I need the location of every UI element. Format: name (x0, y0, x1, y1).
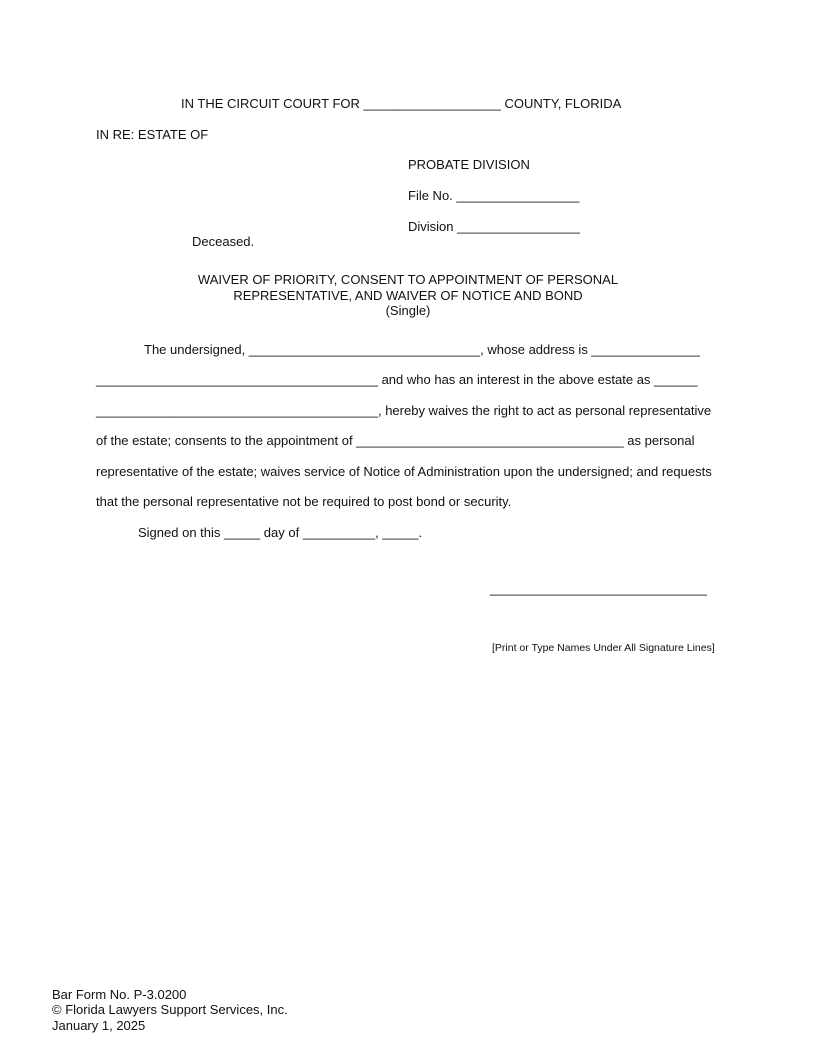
division-label: Division (408, 219, 458, 234)
file-number (408, 188, 579, 204)
in-re-estate: IN RE: ESTATE OF (96, 127, 209, 142)
body-line-5: representative of the estate; waives service of Notice of Administration upon the undersigned; and requests (96, 464, 712, 479)
signed-on-line: Signed on this _____ day of __________, _____. (138, 525, 423, 540)
footer-copyright: © Florida Lawyers Support Services, Inc. (52, 1002, 288, 1017)
deceased-label: Deceased. (192, 234, 255, 249)
body-line-1: The undersigned, ________________________________, whose address is _______________ (144, 342, 700, 357)
body-line-2: _______________________________________ and who has an interest in the above estate as ______ (96, 372, 698, 387)
body-line-3: _______________________________________, hereby waives the right to act as personal representative (96, 403, 712, 418)
file-no-label: File No. (408, 188, 457, 203)
document-title-line-1: WAIVER OF PRIORITY, CONSENT TO APPOINTMENT OF PERSONAL (197, 272, 619, 287)
footer-form-number: Bar Form No. P-3.0200 (52, 987, 187, 1002)
division-blank: _________________ (457, 219, 581, 234)
footer-date: January 1, 2025 (52, 1018, 146, 1033)
body-line-4: of the estate; consents to the appointment of _____________________________________ as personal (96, 433, 695, 448)
county-blank: ___________________ (363, 96, 501, 111)
court-prefix: IN THE CIRCUIT COURT FOR (181, 96, 364, 111)
body-line-6: that the personal representative not be required to post bond or security. (96, 494, 512, 509)
division (408, 219, 580, 235)
document-title-line-3: (Single) (385, 303, 431, 318)
probate-division: PROBATE DIVISION (408, 157, 530, 172)
document-title-line-2: REPRESENTATIVE, AND WAIVER OF NOTICE AND BOND (233, 288, 583, 303)
court-suffix: COUNTY, FLORIDA (500, 96, 622, 111)
signature-note: [Print or Type Names Under All Signature Lines] (492, 642, 715, 654)
court-caption (181, 96, 621, 112)
file-no-blank: _________________ (456, 188, 580, 203)
signature-line: ______________________________ (490, 581, 707, 596)
